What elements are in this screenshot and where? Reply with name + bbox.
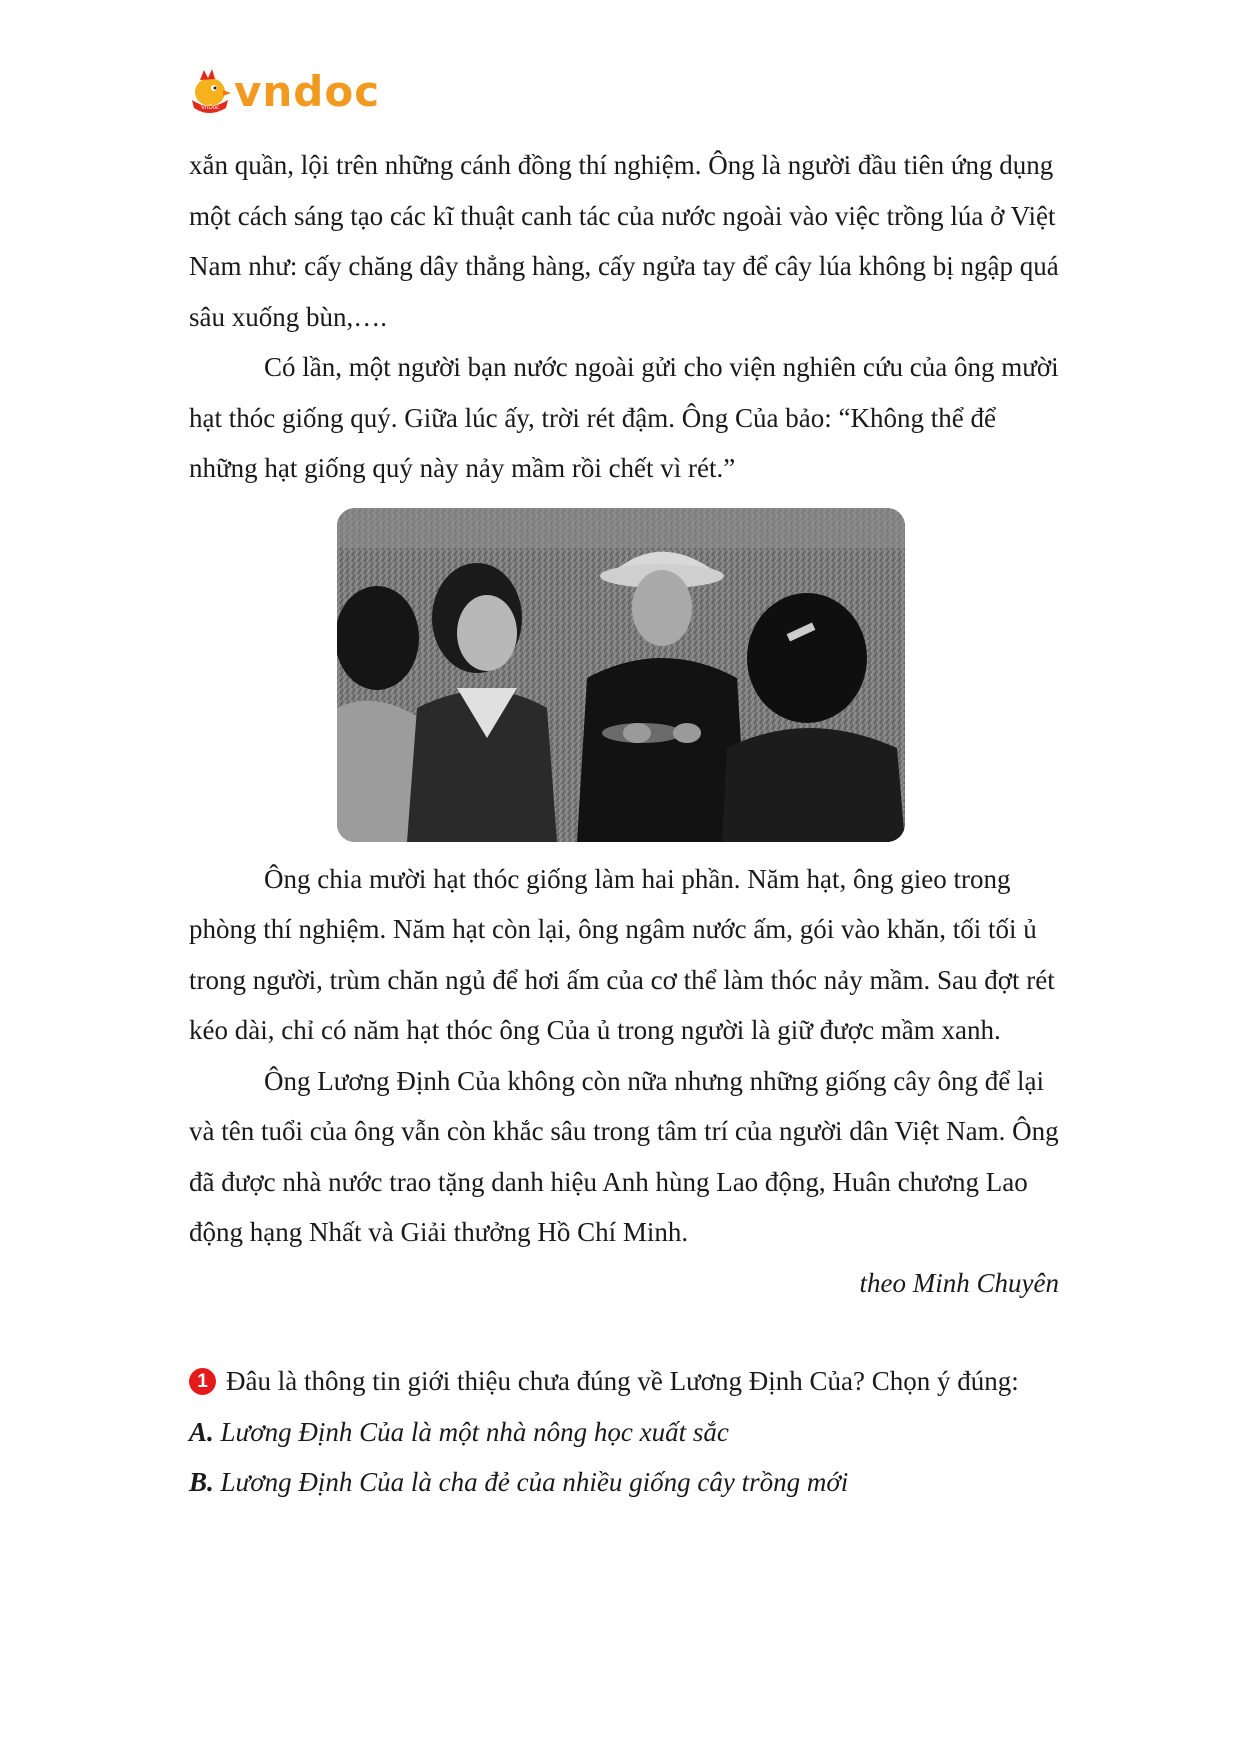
paragraph-rice-seeds: Có lần, một người bạn nước ngoài gửi cho viện nghiên cứu của ông mười hạt thóc giống quý. Giữa lúc ấy, trời rét đậm. Ông Của bảo: “Không thể để những hạt giống quý này nảy mầm rồi chết vì rét.” [189,352,1059,483]
photo-scientist-in-rice-field [337,508,905,842]
svg-text:VnDoc: VnDoc [200,105,220,111]
vndoc-logo[interactable] [186,62,406,122]
paragraph-legacy: Ông Lương Định Của không còn nữa nhưng những giống cây ông để lại và tên tuổi của ông vẫn còn khắc sâu trong tâm trí của người dân Việt Nam. Ông đã được nhà nước trao tặng danh hiệu Anh hùng Lao động, Huân chương Lao động hạng Nhất và Giải thưởng Hồ Chí Minh. [189,1065,1059,1247]
option-b-text: Lương Định Của là cha đẻ của nhiều giống cây trồng mới [220,1467,849,1497]
option-b[interactable] [189,1457,1059,1508]
option-a-letter: A. [189,1416,214,1447]
option-b-letter: B. [189,1467,214,1497]
paragraph-continuation: xắn quần, lội trên những cánh đồng thí nghiệm. Ông là người đầu tiên ứng dụng một cách sáng tạo các kĩ thuật canh tác của nước ngoài vào việc trồng lúa ở Việt Nam như: cấy chăng dây thẳng hàng, cấy ngửa tay để cây lúa không bị ngập quá sâu xuống bùn,…. [189,150,1059,332]
source-attribution: theo Minh Chuyên [859,1267,1059,1298]
question-text: Đâu là thông tin giới thiệu chưa đúng về Lương Định Của? Chọn ý đúng: [226,1366,1019,1396]
paragraph-experiment: Ông chia mười hạt thóc giống làm hai phần. Năm hạt, ông gieo trong phòng thí nghiệm. Năm hạt còn lại, ông ngâm nước ấm, gói vào khăn, tối tối ủ trong người, trùm chăn ngủ để hơi ấm của cơ thể làm thóc nảy mầm. Sau đợt rét kéo dài, chỉ có năm hạt thóc ông Của ủ trong người là giữ được mầm xanh. [189,863,1055,1045]
chicken-mascot-icon [186,68,232,116]
logo-wordmark: vndoc [234,67,381,116]
option-a[interactable] [189,1407,1059,1458]
option-a-text: Lương Định Của là một nhà nông học xuất sắc [220,1416,729,1447]
question-1 [189,1356,1059,1407]
question-number-badge: 1 [189,1368,216,1395]
document-body [189,140,1059,1508]
